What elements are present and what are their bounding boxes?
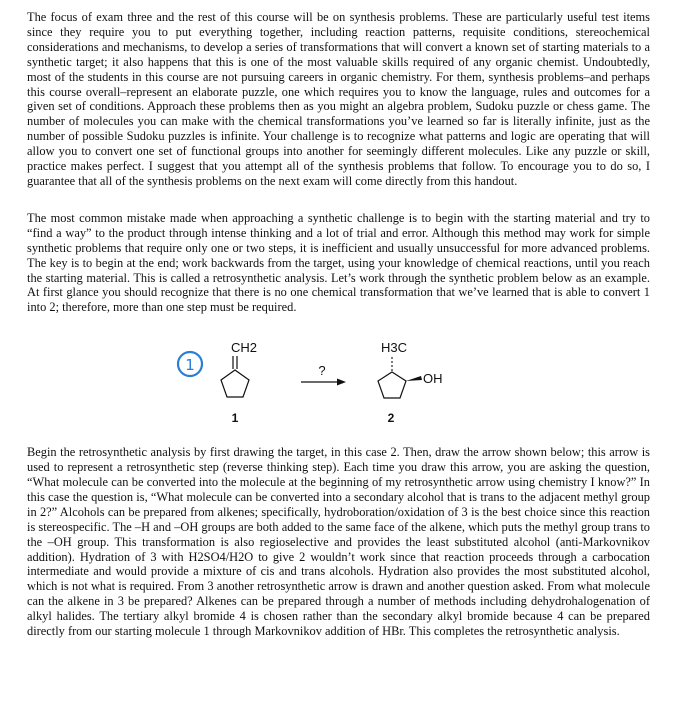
handwritten-circle-annotation	[178, 352, 202, 376]
compound-1-number: 1	[231, 411, 239, 426]
compound-1-structure	[221, 340, 257, 425]
reaction-arrow	[301, 363, 346, 386]
hydroxyl-label: OH	[423, 371, 443, 387]
compound-2-number: 2	[387, 411, 395, 426]
scheme-drawing	[27, 315, 650, 445]
retrosynthesis-paragraph: The most common mistake made when approaching a synthetic challenge is to begin with the starting material and try to “find a way” to the product through intense thinking and a lot of trial and error. Although this method may work for simple synthetic problems that require only one or two steps, it is inefficient and usually unsuccessful for more advanced problems. The key is to begin at the end; work backwards from the target, using your knowledge of chemical reactions, until you reach the starting material. This is called a retrosynthetic analysis. Let’s work through the synthetic problem below as an example. At first glance you should recognize that there is no one chemical transformation that we’ve learned that is able to convert 1 into 2; therefore, more than one step must be required.	[27, 210, 650, 315]
ch2-label: CH2	[231, 340, 258, 356]
compound-2-structure	[378, 340, 443, 425]
reaction-scheme	[27, 315, 650, 445]
methyl-label: H3C	[381, 340, 408, 356]
analysis-paragraph: Begin the retrosynthetic analysis by first drawing the target, in this case 2. Then, draw the arrow shown below; this arrow is used to represent a retrosynthetic step (reverse thinking step). Each time you draw this arrow, you are asking the question, “What molecule can be converted into the molecule at the beginning of my retrosynthetic arrow using chemistry I know?” In this case the question is, “What molecule can be converted into a secondary alcohol that is trans to the adjacent methyl group in 2?” Alcohols can be prepared from alkenes; specifically, hydroboration/oxidation of 3 is the best choice since this reaction is stereospecific. The –H and –OH groups are both added to the same face of the alkene, which puts the methyl group trans to the –OH group. This transformation is also regioselective and provides the least substituted alcohol (anti-Markovnikov addition). Hydration of 3 with H2SO4/H2O to give 2 wouldn’t work since that reaction proceeds through a carbocation intermediate and would provide a mixture of cis and trans alcohols. Hydration also provides the most substituted alcohol, which is not what is required. From 3 another retrosynthetic arrow is drawn and another question asked. From what molecule can the alkene in 3 be prepared? Alkenes can be prepared through a number of methods including dehydrohalogenation of alkyl halides. The tertiary alkyl bromide 4 is chosen rather than the secondary alkyl bromide because 4 can be prepared directly from our starting molecule 1 through Markovnikov addition of HBr. This completes the retrosynthetic analysis.	[27, 445, 650, 639]
arrow-question-mark: ?	[318, 363, 326, 379]
document-page	[27, 10, 650, 639]
annotation-number: 1	[185, 356, 195, 375]
intro-paragraph: The focus of exam three and the rest of this course will be on synthesis problems. These are particularly useful test items since they require you to put everything together, including reaction patterns, requisite conditions, stereochemical considerations and mechanisms, to develop a series of transformations that will convert a known set of starting materials to a synthetic target; it also happens that this is one of the most valuable skills required of any organic chemist. Undoubtedly, most of the students in this course are not pursuing careers in organic chemistry. For them, synthesis problems–and perhaps this course overall–represent an elaborate puzzle, one which requires you to know the language, rules and outcomes for a given set of conditions. Approach these problems then as you might an algebra problem, Sudoku puzzle or chess game. The number of molecules you can make with the chemical transformations you’ve learned so far is literally infinite, just as the number of possible Sudoku puzzles is infinite. Your challenge is to recognize what patterns and logic are operating that will allow you to convert one set of functional groups into another for seemingly different molecules. Like any puzzle or skill, practice makes perfect. I suggest that you attempt all of the synthesis problems that follow. To encourage you to do so, I guarantee that all of the synthesis problems on the next exam will come directly from this handout.	[27, 10, 650, 188]
